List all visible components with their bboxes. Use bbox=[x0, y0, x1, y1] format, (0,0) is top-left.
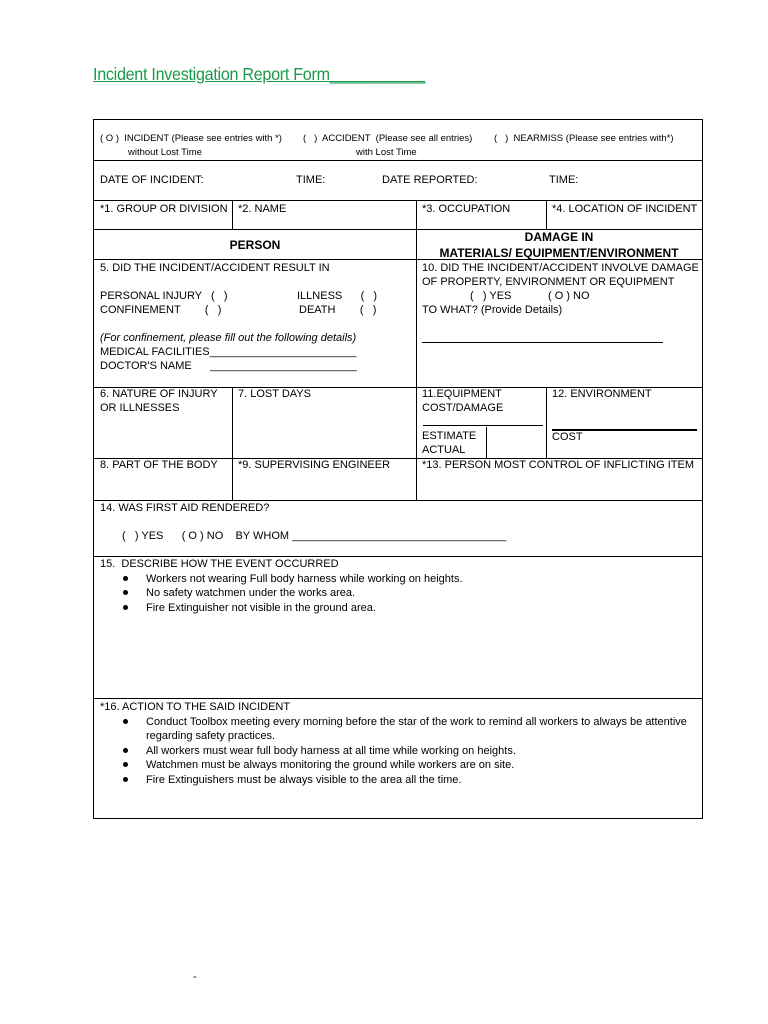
part-of-body-field[interactable]: 8. PART OF THE BODY bbox=[100, 459, 218, 471]
list-item: All workers must wear full body harness at all time while working on heights. bbox=[146, 745, 516, 757]
confinement-note: (For confinement, please fill out the following details) bbox=[100, 332, 357, 344]
q6-label-line1: 6. NATURE OF INJURY bbox=[100, 388, 218, 400]
illness-checkbox[interactable]: ILLNESS ( ) bbox=[297, 290, 378, 302]
damage-header-line2: MATERIALS/ EQUIPMENT/ENVIRONMENT bbox=[439, 246, 679, 260]
divider bbox=[546, 387, 547, 458]
q15-label: 15. DESCRIBE HOW THE EVENT OCCURRED bbox=[100, 558, 339, 570]
damage-header-line1: DAMAGE IN bbox=[524, 230, 594, 244]
list-item: Watchmen must be always monitoring the ground while workers are on site. bbox=[146, 759, 515, 771]
divider bbox=[423, 425, 543, 426]
list-item: Fire Extinguishers must be always visible to the area all the time. bbox=[146, 774, 462, 786]
occupation-field[interactable]: *3. OCCUPATION bbox=[422, 203, 511, 215]
damage-yes-checkbox[interactable]: ( ) YES bbox=[470, 290, 512, 302]
person-control-field[interactable]: *13. PERSON MOST CONTROL OF INFLICTING ITEM bbox=[422, 459, 694, 471]
divider bbox=[94, 698, 702, 699]
q10-label-line1: 10. DID THE INCIDENT/ACCIDENT INVOLVE DAMAGE bbox=[422, 262, 699, 274]
incident-time-field[interactable]: TIME: bbox=[296, 174, 326, 186]
incident-option[interactable]: ( O ) INCIDENT (Please see entries with *) bbox=[100, 133, 282, 144]
footer-mark: - bbox=[193, 971, 197, 983]
doctor-name-field[interactable]: DOCTOR'S NAME ________________________ bbox=[100, 360, 357, 372]
bullet-icon bbox=[123, 762, 128, 767]
bullet-icon bbox=[123, 576, 128, 581]
q16-label: *16. ACTION TO THE SAID INCIDENT bbox=[100, 701, 291, 713]
bullet-icon bbox=[123, 719, 128, 724]
list-item: Conduct Toolbox meeting every morning before the star of the work to remind all workers to always be attentive bbox=[146, 716, 687, 728]
person-header: PERSON bbox=[229, 238, 281, 252]
medical-facilities-field[interactable]: MEDICAL FACILITIES________________________ bbox=[100, 346, 357, 358]
divider bbox=[546, 200, 547, 229]
environment-label: 12. ENVIRONMENT bbox=[552, 388, 652, 400]
date-reported-field[interactable]: DATE REPORTED: bbox=[382, 174, 478, 186]
divider bbox=[94, 160, 702, 161]
name-field[interactable]: *2. NAME bbox=[238, 203, 287, 215]
q6-label-line2: OR ILLNESSES bbox=[100, 402, 180, 414]
list-item: Fire Extinguisher not visible in the ground area. bbox=[146, 602, 376, 614]
actual-field[interactable]: ACTUAL bbox=[422, 444, 466, 456]
supervising-engineer-field[interactable]: *9. SUPERVISING ENGINEER bbox=[238, 459, 391, 471]
bullet-icon bbox=[123, 777, 128, 782]
q11-label-line2: COST/DAMAGE bbox=[422, 402, 504, 414]
accident-sublabel: with Lost Time bbox=[356, 147, 417, 158]
divider bbox=[232, 200, 233, 229]
damage-no-checkbox[interactable]: ( O ) NO bbox=[548, 290, 590, 302]
bullet-icon bbox=[123, 605, 128, 610]
reported-time-field[interactable]: TIME: bbox=[549, 174, 579, 186]
divider bbox=[486, 427, 487, 458]
bullet-icon bbox=[123, 590, 128, 595]
q14-label: 14. WAS FIRST AID RENDERED? bbox=[100, 502, 270, 514]
bullet-icon bbox=[123, 748, 128, 753]
q10-label-line2: OF PROPERTY, ENVIRONMENT OR EQUIPMENT bbox=[422, 276, 675, 288]
to-what-label: TO WHAT? (Provide Details) bbox=[422, 304, 563, 316]
list-item: Workers not wearing Full body harness while working on heights. bbox=[146, 573, 463, 585]
lost-days-field[interactable]: 7. LOST DAYS bbox=[238, 388, 311, 400]
confinement-checkbox[interactable]: CONFINEMENT ( ) bbox=[100, 304, 222, 316]
personal-injury-checkbox[interactable]: PERSONAL INJURY ( ) bbox=[100, 290, 228, 302]
page-title: Incident Investigation Report Form___________ bbox=[93, 64, 426, 84]
divider bbox=[232, 387, 233, 500]
death-checkbox[interactable]: DEATH ( ) bbox=[299, 304, 377, 316]
accident-option[interactable]: ( ) ACCIDENT (Please see all entries) bbox=[303, 133, 473, 144]
first-aid-answer[interactable]: ( ) YES ( O ) NO BY WHOM ___________________________________ bbox=[122, 530, 507, 542]
nearmiss-option[interactable]: ( ) NEARMISS (Please see entries with*) bbox=[494, 133, 674, 144]
to-what-input-line[interactable] bbox=[422, 342, 663, 343]
group-division-field[interactable]: *1. GROUP OR DIVISION bbox=[100, 203, 228, 215]
estimate-field[interactable]: ESTIMATE bbox=[422, 430, 477, 442]
location-field[interactable]: *4. LOCATION OF INCIDENT bbox=[552, 203, 698, 215]
incident-sublabel: without Lost Time bbox=[128, 147, 202, 158]
divider bbox=[416, 200, 417, 500]
q5-label: 5. DID THE INCIDENT/ACCIDENT RESULT IN bbox=[100, 262, 330, 274]
divider bbox=[94, 200, 702, 201]
list-item: No safety watchmen under the works area. bbox=[146, 587, 356, 599]
list-item-continuation: regarding safety practices. bbox=[146, 730, 276, 742]
date-of-incident-field[interactable]: DATE OF INCIDENT: bbox=[100, 174, 204, 186]
q11-label-line1: 11.EQUIPMENT bbox=[422, 388, 502, 400]
cost-field[interactable]: COST bbox=[552, 431, 583, 443]
incident-form bbox=[93, 119, 703, 819]
